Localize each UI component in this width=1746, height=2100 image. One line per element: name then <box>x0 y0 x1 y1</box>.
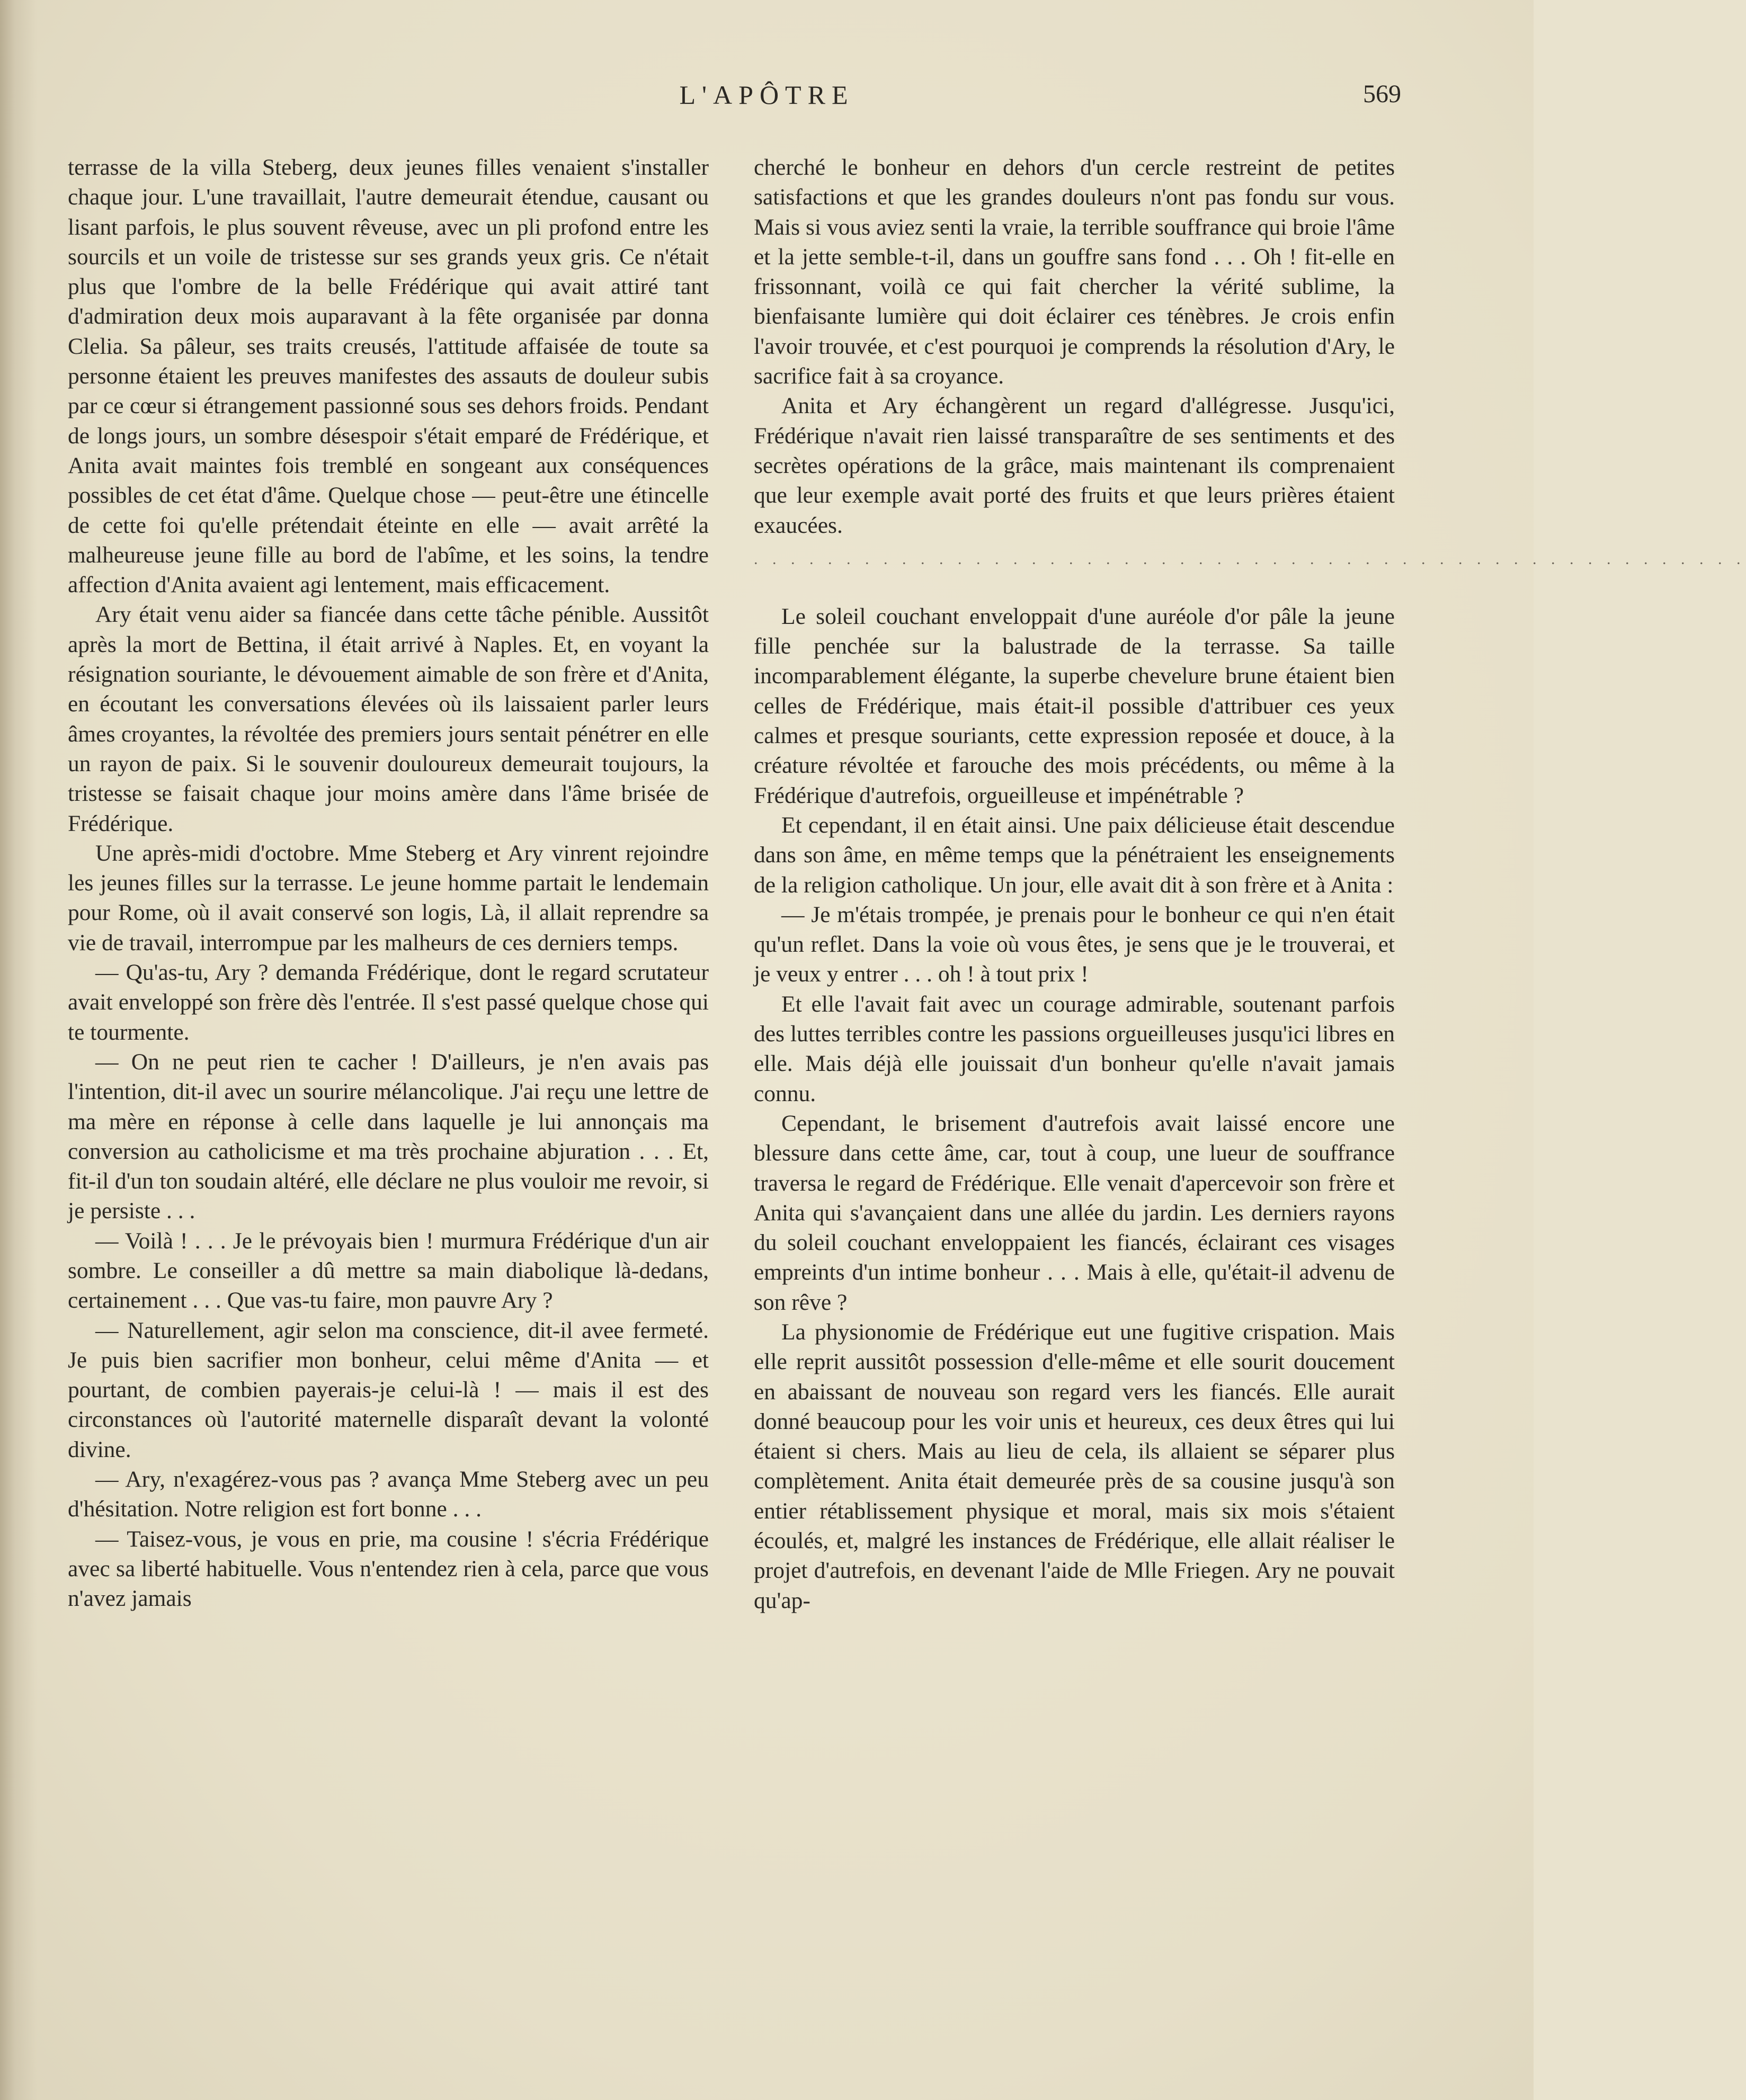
paragraph: — Je m'étais trompée, je prenais pour le bonheur ce qui n'en était qu'un reflet. Dans la voie où vous êtes, je sens que je le trouverai, et je veux y entrer . . . oh ! à tout prix ! <box>754 901 1395 987</box>
paragraph: — Voilà ! . . . Je le prévoyais bien ! murmura Frédérique d'un air sombre. Le conseiller a dû mettre sa main diabolique là-dedans, certainement . . . Que vas-tu faire, mon pauvre Ary ? <box>68 1228 709 1313</box>
paragraph: — Qu'as-tu, Ary ? demanda Frédérique, dont le regard scrutateur avait enveloppé son frère dès l'entrée. Il s'est passé quelque chose qui te tourmente. <box>68 960 709 1045</box>
paragraph: terrasse de la villa Steberg, deux jeunes filles venaient s'installer chaque jour. L'une travaillait, l'autre demeurait étendue, causant ou lisant parfois, le plus souvent rêveuse, avec un pli profond entre les sourcils et un voile de tristesse sur ses grands yeux gris. Ce n'était plus que l'ombre de la belle Frédérique qui avait attiré tant d'admiration deux mois auparavant à la fête organisée par donna Clelia. Sa pâleur, ses traits creusés, l'attitude affaisée de toute sa personne étaient les preuves manifestes des assauts de douleur subis par ce cœur si étrangement passionné sous ses dehors froids. Pendant de longs jours, un sombre désespoir s'était emparé de Frédérique, et Anita avait maintes fois tremblé en songeant aux conséquences possibles de cet état d'âme. Quelque chose — peut-être une étincelle de cette foi qu'elle prétendait éteinte en elle — avait arrêté la malheureuse jeune fille au bord de l'abîme, et les soins, la tendre affection d'Anita avaient agi lentement, mais efficacement. <box>68 155 709 598</box>
paragraph: — Ary, n'exagérez-vous pas ? avança Mme Steberg avec un peu d'hésitation. Notre religion est fort bonne . . . <box>68 1467 709 1522</box>
paragraph: — On ne peut rien te cacher ! D'ailleurs, je n'en avais pas l'intention, dit-il avec un sourire mélancolique. J'ai reçu une lettre de ma mère en réponse à celle dans laquelle je lui annonçais ma conversion au catholicisme et ma très prochaine abjuration . . . Et, fit-il d'un ton soudain altéré, elle déclare ne plus vouloir me revoir, si je persiste . . . <box>68 1049 709 1224</box>
section-separator: . . . . . . . . . . . . . . . . . . . . . . . . . . . . . . . . . . . . . . . . . . . . . . . . . . . . . . <box>754 550 1746 568</box>
right-column <box>754 153 1746 1615</box>
paragraph: La physionomie de Frédérique eut une fugitive crispation. Mais elle reprit aussitôt possession d'elle-même et elle sourit doucement en abaissant de nouveau son regard vers les fiancés. Elle aurait donné beaucoup pour les voir unis et heureux, ces deux êtres qui lui étaient si chers. Mais au lieu de cela, ils allaient se séparer plus complètement. Anita était demeurée près de sa cousine jusqu'à son entier rétablissement physique et moral, mais six mois s'étaient écoulés, et, malgré les instances de Frédérique, elle allait réaliser le projet d'autrefois, en devenant l'aide de Mlle Friegen. Ary ne pouvait qu'ap- <box>754 1319 1395 1613</box>
running-title: L'APÔTRE <box>679 80 854 110</box>
paragraph: Et elle l'avait fait avec un courage admirable, soutenant parfois des luttes terribles contre les passions orgueilleuses jusqu'ici libres en elle. Mais déjà elle jouissait d'un bonheur qu'elle n'avait jamais connu. <box>754 991 1395 1106</box>
paragraph: Cependant, le brisement d'autrefois avait laissé encore une blessure dans cette âme, car, tout à coup, une lueur de souffrance traversa le regard de Frédérique. Elle venait d'apercevoir son frère et Anita qui s'avançaient dans une allée du jardin. Les derniers rayons du soleil couchant enveloppaient les fiancés, éclairant ces visages empreints d'un intime bonheur . . . Mais à elle, qu'était-il advenu de son rêve ? <box>754 1110 1395 1315</box>
paragraph: — Naturellement, agir selon ma conscience, dit-il avee fermeté. Je puis bien sacrifier mon bonheur, celui même d'Anita — et pourtant, de combien payerais-je celui-là ! — mais il est des circonstances où l'autorité maternelle disparaît devant la volonté divine. <box>68 1317 709 1462</box>
page-gutter-shadow <box>0 0 37 2100</box>
paragraph: Le soleil couchant enveloppait d'une auréole d'or pâle la jeune fille penchée sur la balustrade de la terrasse. Sa taille incomparablement élégante, la superbe chevelure brune étaient bien celles de Frédérique, mais était-il possible d'attribuer ces yeux calmes et presque souriants, cette expression reposée et douce, à la créature révoltée et farouche des mois précédents, ou même à la Frédérique d'autrefois, orgueilleuse et impénétrable ? <box>754 603 1395 808</box>
paragraph: Ary était venu aider sa fiancée dans cette tâche pénible. Aussitôt après la mort de Bettina, il était arrivé à Naples. Et, en voyant la résignation souriante, le dévouement aimable de son frère et d'Anita, en écoutant les conversations élevées où ils laissaient parler leurs âmes croyantes, la révoltée des premiers jours sentait pénétrer en elle un rayon de paix. Si le souvenir douloureux demeurait toujours, la tristesse se faisait chaque jour moins amère dans l'âme brisée de Frédérique. <box>68 602 709 836</box>
paragraph: — Taisez-vous, je vous en prie, ma cousine ! s'écria Frédérique avec sa liberté habituelle. Vous n'entendez rien à cela, parce que vous n'avez jamais <box>68 1526 709 1612</box>
page-number: 569 <box>1363 80 1401 108</box>
paragraph: Anita et Ary échangèrent un regard d'allégresse. Jusqu'ici, Frédérique n'avait rien laissé transparaître de ses sentiments et des secrètes opérations de la grâce, mais maintenant ils comprenaient que leur exemple avait porté des fruits et que leurs prières étaient exaucées. <box>754 393 1395 538</box>
left-column <box>68 153 709 1614</box>
running-head <box>0 79 1534 122</box>
paragraph: Et cependant, il en était ainsi. Une paix délicieuse était descendue dans son âme, en même temps que la pénétraient les enseignements de la religion catholique. Un jour, elle avait dit à son frère et à Anita : <box>754 812 1395 898</box>
paragraph: cherché le bonheur en dehors d'un cercle restreint de petites satisfactions et que les grandes douleurs n'ont pas fondu sur vous. Mais si vous aviez senti la vraie, la terrible souffrance qui broie l'âme et la jette semble-t-il, dans un gouffre sans fond . . . Oh ! fit-elle en frissonnant, voilà ce qui fait chercher la vérité sublime, la bienfaisante lumière qui doit éclairer ces ténèbres. Je crois enfin l'avoir trouvée, et c'est pourquoi je comprends la résolution d'Ary, le sacrifice fait à sa croyance. <box>754 155 1395 389</box>
paragraph: Une après-midi d'octobre. Mme Steberg et Ary vinrent rejoindre les jeunes filles sur la terrasse. Le jeune homme partait le lendemain pour Rome, où il avait conservé son logis, Là, il allait reprendre sa vie de travail, interrompue par les malheurs de ces derniers temps. <box>68 840 709 955</box>
